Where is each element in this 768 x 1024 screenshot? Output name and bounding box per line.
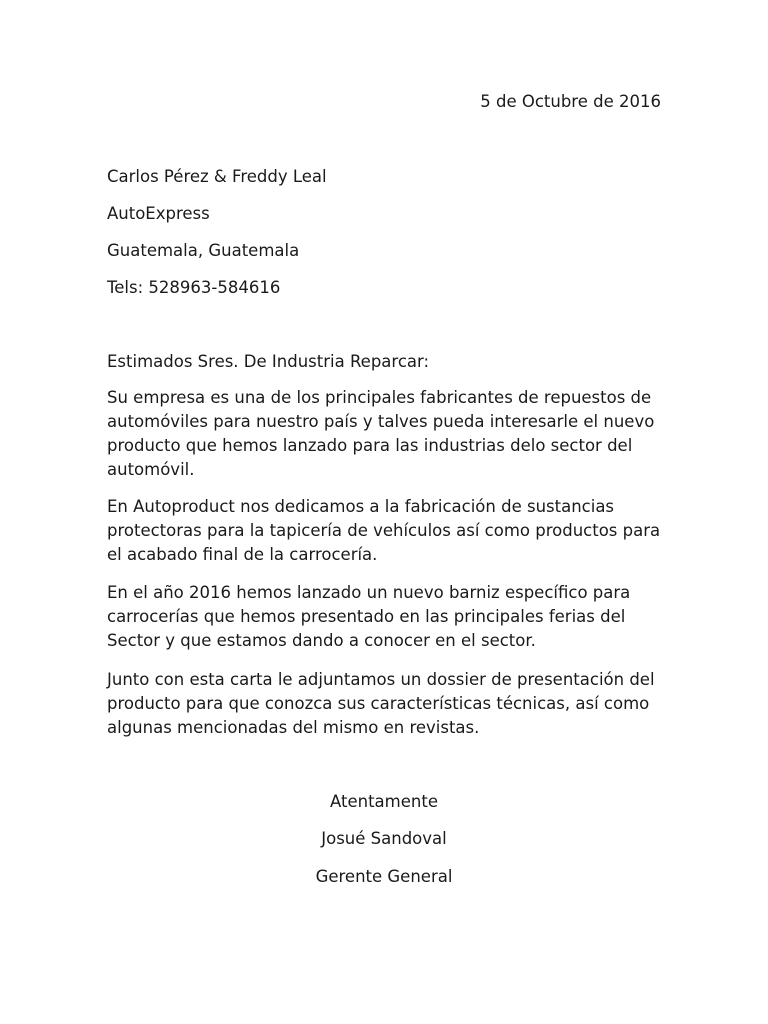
recipient-phone: Tels: 528963-584616 — [107, 278, 281, 297]
body-paragraph-2: En Autoproduct nos dedicamos a la fabricación de sustancias protectoras para la tapicería de vehículos así como productos para el acabado final de la carrocería. — [107, 497, 661, 564]
signer-title: Gerente General — [315, 867, 453, 886]
body-paragraph-1: Su empresa es una de los principales fabricantes de repuestos de automóviles para nuestro país y talves pueda interesarle el nuevo producto que hemos lanzado para las industrias delo sector del automóvil. — [107, 388, 655, 479]
closing-farewell: Atentamente — [330, 792, 438, 811]
recipient-name: Carlos Pérez & Freddy Leal — [107, 167, 327, 186]
body-paragraph-4: Junto con esta carta le adjuntamos un dossier de presentación del producto para que conozca sus características técnicas, así como algunas mencionadas del mismo en revistas. — [107, 670, 655, 737]
letter-date: 5 de Octubre de 2016 — [480, 92, 661, 111]
body-paragraph-3: En el año 2016 hemos lanzado un nuevo barniz específico para carrocerías que hemos presentado en las principales ferias del Sector y que estamos dando a conocer en el sector. — [107, 583, 631, 650]
salutation: Estimados Sres. De Industria Reparcar: — [107, 352, 430, 371]
recipient-company: AutoExpress — [107, 204, 210, 223]
signer-name: Josué Sandoval — [321, 829, 447, 848]
recipient-location: Guatemala, Guatemala — [107, 241, 300, 260]
